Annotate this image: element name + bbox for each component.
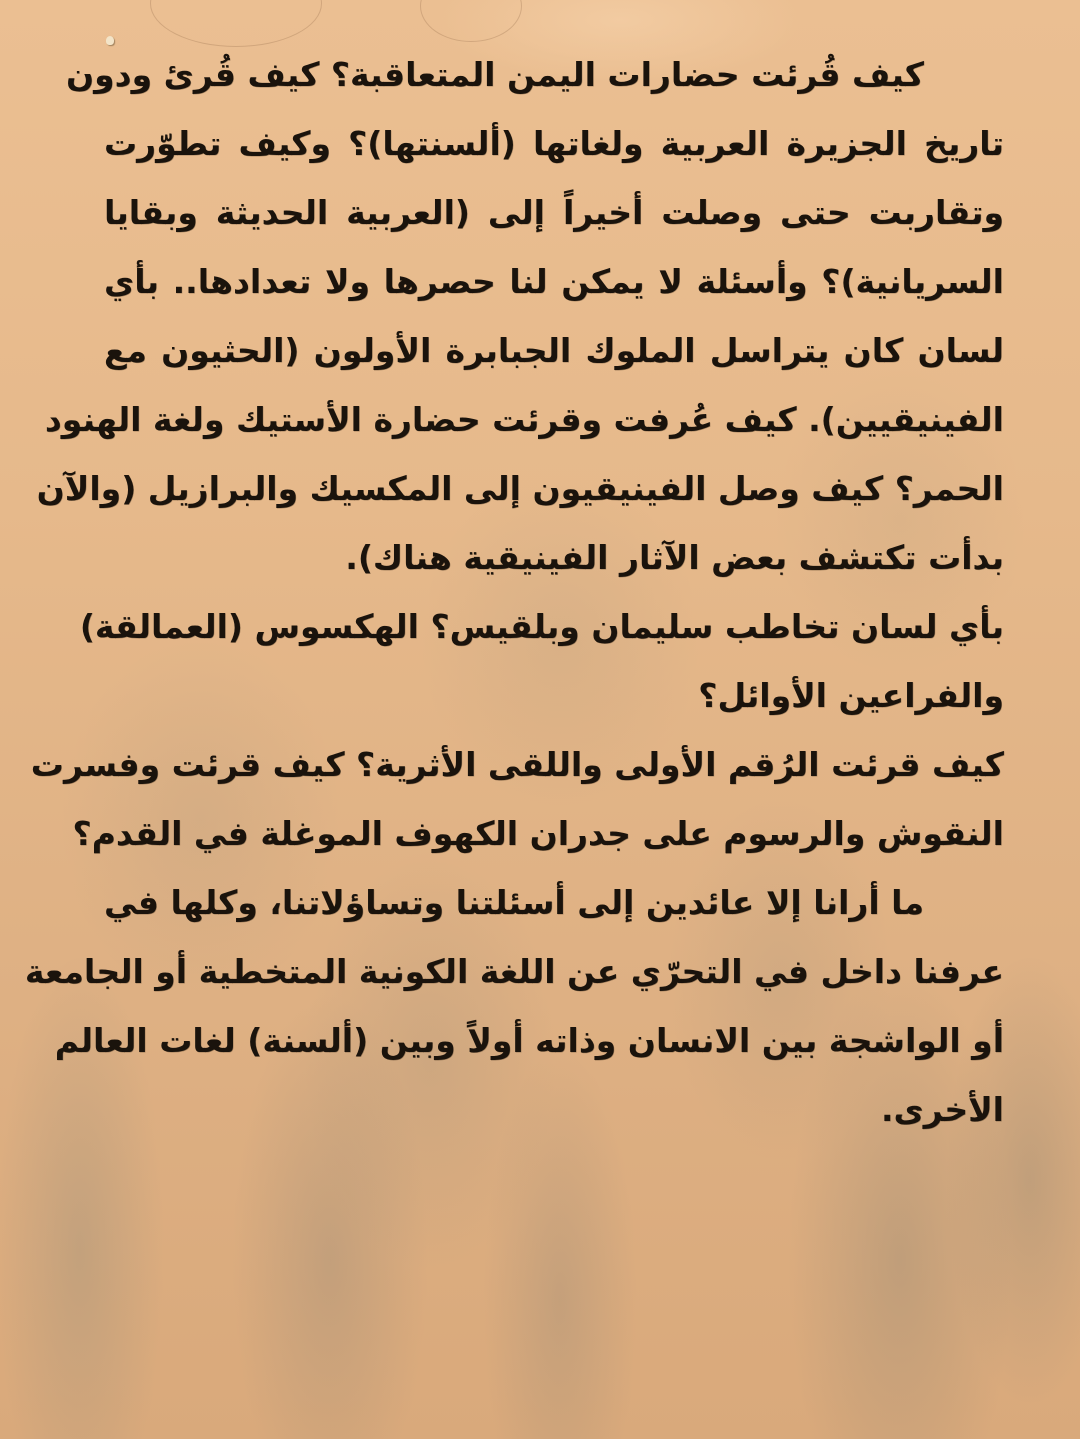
text-line: تاريخ الجزيرة العربية ولغاتها (ألسنتها)؟ وكيف تطوّرت [104,124,1004,163]
paragraph-2 [79,592,1004,730]
text-line: لسان كان يتراسل الملوك الجبابرة الأولون (الحثيون مع [104,331,1004,370]
text-line: بدأت تكتشف بعض الآثار الفينيقية هناك). [345,538,1004,577]
text-line: الأخرى. [881,1090,1004,1129]
paragraph-4 [24,868,1004,1144]
text-line: وتقاربت حتى وصلت أخيراً إلى (العربية الحديثة وبقايا [104,193,1004,232]
paragraph-3 [30,730,1004,868]
paragraph-1 [36,40,1004,592]
text-line: والفراعين الأوائل؟ [698,676,1004,715]
text-line: الفينيقيين). كيف عُرفت وقرئت حضارة الأستيك ولغة الهنود [44,400,1004,439]
page-text [24,40,1004,1144]
text-line: بأي لسان تخاطب سليمان وبلقيس؟ الهكسوس (العمالقة) [79,607,1004,646]
text-line: السريانية)؟ وأسئلة لا يمكن لنا حصرها ولا تعدادها.. بأي [104,262,1004,301]
text-line: ما أرانا إلا عائدين إلى أسئلتنا وتساؤلاتنا، وكلها في [104,883,924,922]
text-line: كيف قُرئت حضارات اليمن المتعاقبة؟ كيف قُرئ ودون [65,55,924,94]
text-line: أو الواشجة بين الانسان وذاته أولاً وبين (ألسنة) لغات العالم [54,1021,1004,1060]
text-line: كيف قرئت الرُقم الأولى واللقى الأثرية؟ كيف قرئت وفسرت [30,745,1004,784]
text-line: عرفنا داخل في التحرّي عن اللغة الكونية المتخطية أو الجامعة [24,952,1004,991]
text-line: النقوش والرسوم على جدران الكهوف الموغلة في القدم؟ [72,814,1004,853]
paper-stain-ring [420,0,522,42]
text-line: الحمر؟ كيف وصل الفينيقيون إلى المكسيك والبرازيل (والآن [36,469,1004,508]
